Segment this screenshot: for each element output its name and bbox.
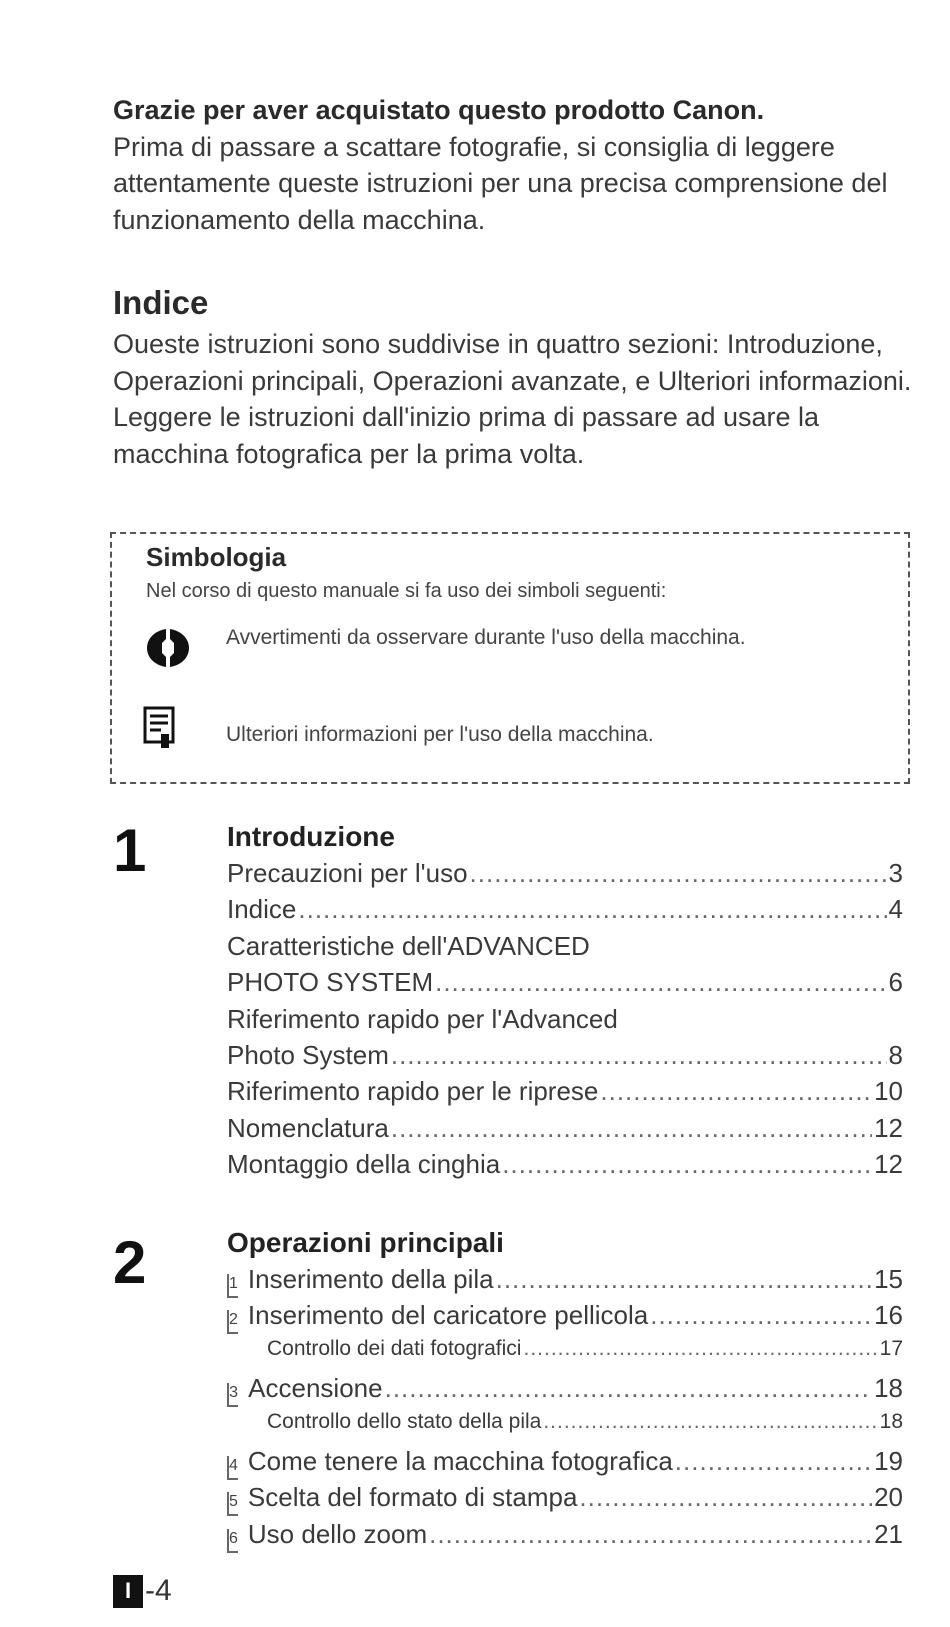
section-title-2: Operazioni principali [227, 1227, 504, 1258]
toc-entry[interactable]: 3 Accensione ..... 18 [227, 1373, 903, 1409]
intro-lead: Grazie per aver acquistato questo prodotto Canon. [113, 95, 765, 125]
intro-body: Prima di passare a scattare fotografie, si consiglia di leggere attentamente queste istruzioni per una precisa comprensione del funzionamento della macchina. [113, 131, 888, 235]
index-heading: Indice [113, 284, 209, 321]
symbols-title: Simbologia [146, 542, 287, 572]
step-number-icon: 2 [227, 1310, 238, 1334]
step-number-icon: 1 [227, 1274, 238, 1298]
toc-section-2 [227, 1264, 903, 1555]
warning-icon [145, 627, 191, 669]
section-number-1: 1 [113, 817, 147, 884]
toc-entry[interactable]: Photo System ..... 8 [227, 1040, 903, 1076]
info-memo-icon [143, 706, 177, 750]
toc-entry[interactable]: Nomenclatura ..... 12 [227, 1113, 903, 1149]
toc-entry[interactable]: 4 Come tenere la macchina fotografica ..... 19 [227, 1446, 903, 1482]
toc-subentry[interactable]: Controllo dello stato della pila ..... 18 [227, 1410, 903, 1446]
section-title-1: Introduzione [227, 821, 395, 852]
toc-entry[interactable]: PHOTO SYSTEM ..... 6 [227, 967, 903, 1003]
step-number-icon: 4 [227, 1456, 238, 1480]
toc-entry[interactable]: 2 Inserimento del caricatore pellicola ..... 16 [227, 1300, 903, 1336]
toc-entry[interactable]: 6 Uso dello zoom ..... 21 [227, 1519, 903, 1555]
page-number [113, 1574, 172, 1608]
index-description: Oueste istruzioni sono suddivise in quattro sezioni: Introduzione, Operazioni principali, Operazioni avanzate, e Ulteriori informazioni. Leggere le istruzioni dall'inizio prima di passare ad usare la macchina fotografica per la prima volta. [113, 329, 912, 469]
toc-entry[interactable]: Precauzioni per l'uso ..... 3 [227, 858, 903, 894]
toc-entry[interactable]: 1 Inserimento della pila ..... 15 [227, 1264, 903, 1300]
step-number-icon: 6 [227, 1529, 238, 1553]
toc-entry[interactable]: Montaggio della cinghia ..... 12 [227, 1149, 903, 1185]
symbol-warning-text: Avvertimenti da osservare durante l'uso della macchina. [226, 626, 746, 649]
intro-paragraph [113, 92, 913, 238]
symbol-info-text: Ulteriori informazioni per l'uso della macchina. [226, 723, 654, 746]
toc-entry[interactable]: 5 Scelta del formato di stampa ..... 20 [227, 1482, 903, 1518]
toc-entry[interactable]: Riferimento rapido per le riprese ..... 10 [227, 1076, 903, 1112]
toc-subentry[interactable]: Controllo dei dati fotografici ..... 17 [227, 1337, 903, 1373]
toc-entry-continued[interactable]: Riferimento rapido per l'Advanced [227, 1003, 618, 1034]
toc-section-1 [227, 858, 903, 1186]
section-number-2: 2 [113, 1229, 147, 1296]
page-number-text: -4 [145, 1574, 172, 1607]
chapter-marker: I [113, 1575, 143, 1608]
step-number-icon: 3 [227, 1383, 238, 1407]
step-number-icon: 5 [227, 1492, 238, 1516]
toc-entry-continued[interactable]: Caratteristiche dell'ADVANCED [227, 930, 590, 961]
toc-entry[interactable]: Indice ..... 4 [227, 894, 903, 930]
symbols-subtitle: Nel corso di questo manuale si fa uso dei simboli seguenti: [146, 580, 667, 602]
